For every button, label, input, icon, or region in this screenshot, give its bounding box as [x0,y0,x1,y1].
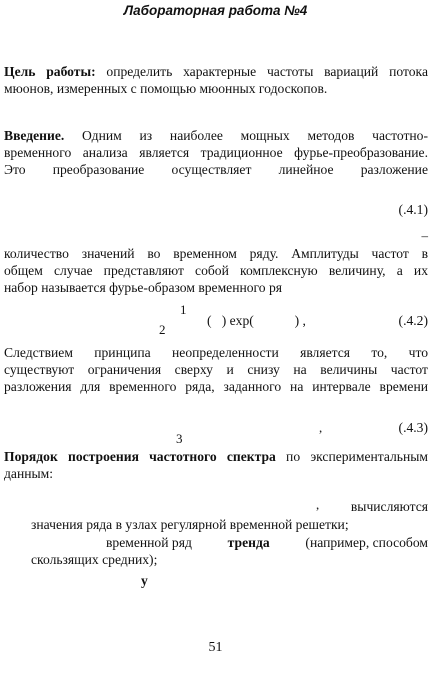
para2-line-2: общем случае представляют собой комплексную величину, а их [4,263,428,278]
equation-number-3: (.4.3) [398,420,428,435]
step2-line-2: скользящих средних); [31,552,158,567]
eq2-numerator: 1 [180,302,187,317]
intro-label: Введение. [4,128,65,143]
intro-line-3: Это преобразование осуществляет линейное разложение [4,162,428,177]
eq2-body: ( ) exp( ) , [207,313,306,328]
para3-line-1: Следствием принципа неопределенности является то, что [4,345,428,360]
intro-line-1 [4,128,428,144]
page-header-title: Лабораторная работа №4 [123,3,308,18]
intro-text-1: Одним из наиболее мощных методов частотно- [64,128,428,143]
para3-line-3: разложения для временного ряда, заданного на интервале времени [4,379,428,394]
step1-line-2: значения ряда в узлах регулярной временной решетки; [31,517,349,532]
eq3-three: 3 [176,431,183,446]
page-number: 51 [208,640,223,655]
step2-line-1 [106,535,428,551]
para3-line-2: существуют ограничения сверху и снизу на величины частот [4,362,428,377]
para2-line-1: количество значений во временном ряду. Амплитуды частот в [4,246,428,261]
dash-mark: – [421,228,428,243]
intro-line-2: временного анализа является традиционное фурье-преобразование. [4,145,428,160]
step2-text-a: временной ряд [106,535,192,550]
goal-text-1: определить характерные частоты вариаций потока [95,64,428,79]
step2-trend: тренда [227,535,270,550]
procedure-label: Порядок построения частотного спектра [4,449,276,464]
procedure-line-1 [4,449,428,465]
goal-line-2: мюонов, измеренных с помощью мюонных годоскопов. [4,81,328,96]
step3-symbol: у [141,573,148,588]
step1-comma: , [316,497,320,512]
equation-number-2: (.4.2) [398,313,428,328]
procedure-line-2: данным: [4,466,54,481]
goal-label: Цель работы: [4,64,96,79]
procedure-text-1: по экспериментальным [275,449,428,464]
goal-line-1 [4,64,428,80]
para2-line-3: набор называется фурье-образом временного ря [4,280,283,295]
eq2-denominator: 2 [159,322,166,337]
eq3-comma: , [319,420,323,435]
step1-end-text: вычисляются [350,499,428,514]
step2-text-c: (например, способом [305,535,428,550]
equation-number-1: (.4.1) [398,202,428,217]
